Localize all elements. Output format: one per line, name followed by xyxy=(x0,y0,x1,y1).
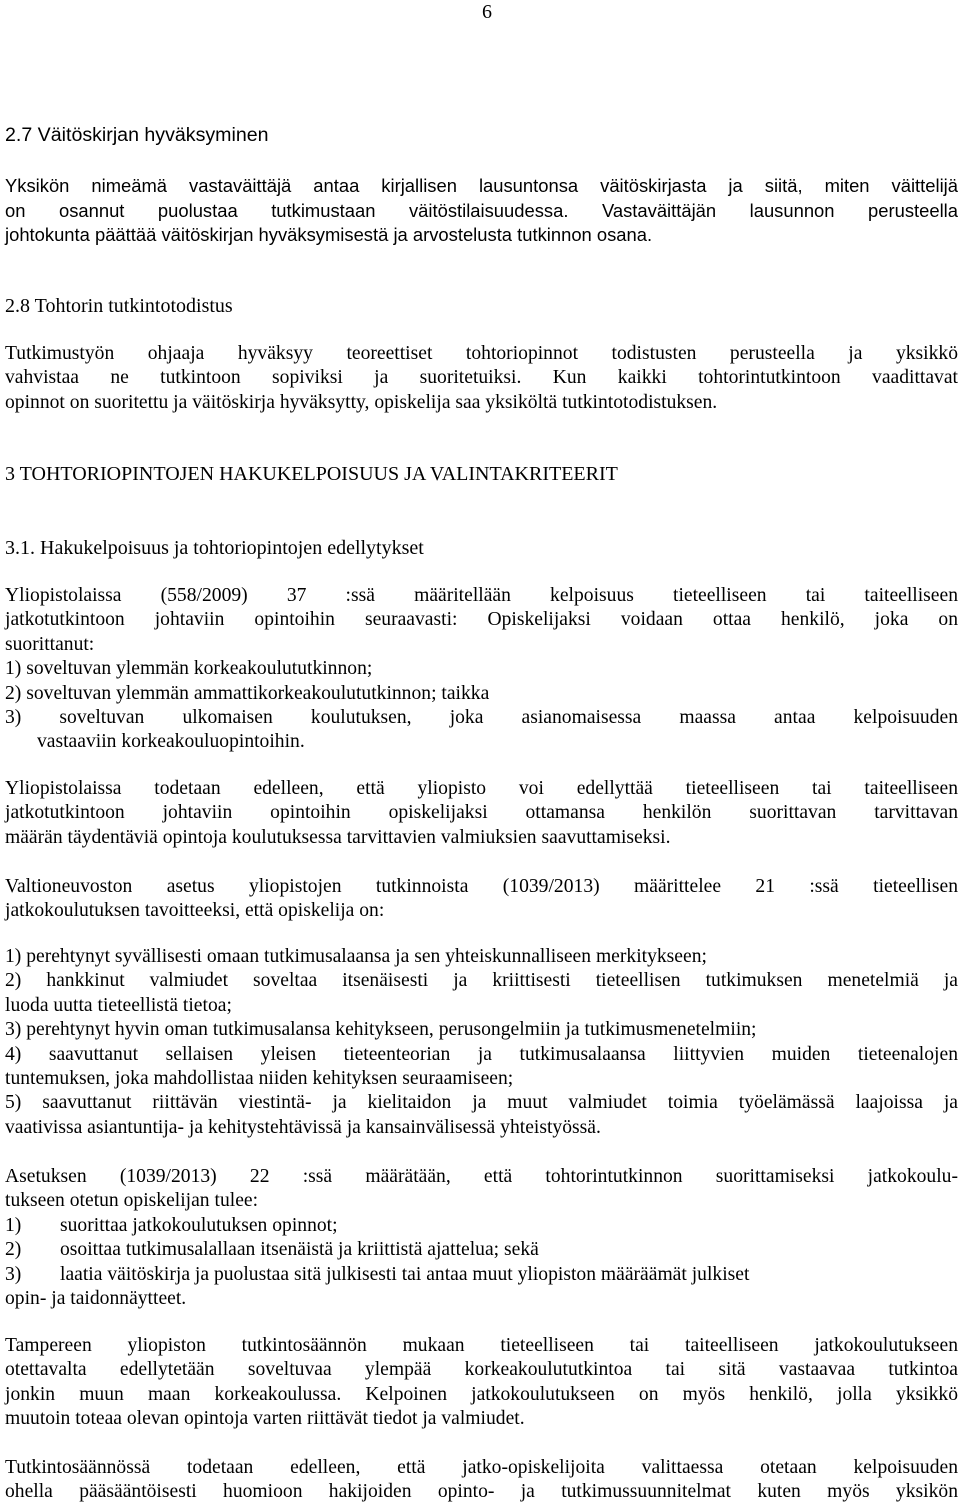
list-item: 1) soveltuvan ylemmän korkeakoulututkinnon; xyxy=(5,658,373,680)
text-line: Asetuksen (1039/2013) 22 :ssä määrätään, että tohtorintutkinnon suorittamiseksi jatkokoulu- xyxy=(5,1166,958,1187)
list-item-continuation: vastaaviin korkeakouluopintoihin. xyxy=(37,731,305,753)
text-line: Tampereen yliopiston tutkintosäännön mukaan tieteelliseen tai taiteelliseen jatkokoulutukseen xyxy=(5,1335,958,1356)
text-line: määrän täydentäviä opintoja koulutuksessa tarvittavien valmiuksien saavuttamiseksi. xyxy=(5,826,671,848)
list-number: 3) xyxy=(5,1263,22,1285)
text-line: jatkotutkintoon johtaviin opintoihin opiskelijaksi ottamansa henkilön suorittavan tarvittavan xyxy=(5,802,958,824)
list-item xyxy=(5,1263,958,1287)
text-line: Yksikön nimeämä vastaväittäjä antaa kirjallisen lausuntonsa väitöskirjasta ja siitä, miten väittelijä xyxy=(5,175,958,196)
section-3-1-paragraph-1 xyxy=(5,584,958,755)
section-2-7-paragraph xyxy=(5,174,958,248)
text-line: jatkotutkintoon johtaviin opintoihin seuraavasti: Opiskelijaksi voidaan ottaa henkilö, joka on xyxy=(5,609,958,631)
text-line: on osannut puolustaa tutkimustaan väitöstilaisuudessa. Vastaväittäjän lausunnon perusteella xyxy=(5,199,958,221)
text-line: suorittanut: xyxy=(5,633,95,655)
list-item: 1) perehtynyt syvällisesti omaan tutkimusalaansa ja sen yhteiskunnalliseen merkitykseen; xyxy=(5,946,707,967)
text-line: tuntemuksen, joka mahdollistaa niiden kehityksen seuraamiseen; xyxy=(5,1068,514,1090)
section-3-1-paragraph-3 xyxy=(5,875,958,924)
text-line: jonkin muun maan korkeakoulussa. Kelpoinen jatkokoulutukseen on myös henkilö, jolla yksikkö xyxy=(5,1383,958,1405)
chapter-3-heading: 3 TOHTORIOPINTOJEN HAKUKELPOISUUS JA VALINTAKRITEERIT xyxy=(5,463,618,485)
text-line: luoda uutta tieteellistä tietoa; xyxy=(5,994,232,1016)
text-line: tukseen otetun opiskelijan tulee: xyxy=(5,1190,259,1212)
list-item xyxy=(5,1238,958,1262)
text-line: otettavalta edellytetään soveltuvaa ylempää korkeakoulututkintoa tai sitä vastaavaa tutkintoa xyxy=(5,1359,958,1381)
section-2-7-heading: 2.7 Väitöskirjan hyväksyminen xyxy=(5,124,269,146)
section-3-1-paragraph-5 xyxy=(5,1165,958,1311)
list-text: laatia väitöskirja ja puolustaa sitä julkisesti tai antaa muut yliopiston määräämät julkiset xyxy=(60,1263,750,1285)
list-item: 2) hankkinut valmiudet soveltaa itsenäisesti ja kriittisesti tieteellisen tutkimuksen menetelmiä ja xyxy=(5,970,958,992)
list-item: 5) saavuttanut riittävän viestintä- ja kielitaidon ja muut valmiudet toimia työelämässä laajoissa ja xyxy=(5,1092,958,1114)
text-line: jatkokoulutuksen tavoitteeksi, että opiskelija on: xyxy=(5,900,385,922)
section-2-8-heading: 2.8 Tohtorin tutkintotodistus xyxy=(5,295,233,317)
list-text: osoittaa tutkimusalallaan itsenäistä ja kriittistä ajattelua; sekä xyxy=(60,1239,539,1261)
text-line: johtokunta päättää väitöskirjan hyväksymisestä ja arvostelusta tutkinnon osana. xyxy=(5,224,653,246)
text-line: vaativissa asiantuntija- ja kehitystehtävissä ja kansainvälisessä yhteistyössä. xyxy=(5,1116,601,1138)
text-line: Tutkimustyön ohjaaja hyväksyy teoreettiset tohtoriopinnot todistusten perusteella ja yksikkö xyxy=(5,343,958,364)
list-item: 4) saavuttanut sellaisen yleisen tieteenteorian ja tutkimusalaansa liittyvien muiden tieteenalojen xyxy=(5,1043,958,1065)
section-2-8-paragraph xyxy=(5,342,958,415)
text-line: Valtioneuvoston asetus yliopistojen tutkinnoista (1039/2013) määrittelee 21 :ssä tieteellisen xyxy=(5,876,958,897)
section-3-1-heading: 3.1. Hakukelpoisuus ja tohtoriopintojen edellytykset xyxy=(5,537,424,559)
text-line: Yliopistolaissa todetaan edelleen, että yliopisto voi edellyttää tieteelliseen tai taiteelliseen xyxy=(5,778,958,799)
list-item: 3) soveltuvan ulkomaisen koulutuksen, joka asianomaisessa maassa antaa kelpoisuuden xyxy=(5,707,958,729)
list-item xyxy=(5,1214,958,1238)
list-item: 2) soveltuvan ylemmän ammattikorkeakoulututkinnon; taikka xyxy=(5,682,490,704)
text-line: Tutkintosäännössä todetaan edelleen, että jatko-opiskelijoita valittaessa otetaan kelpoisuuden xyxy=(5,1457,958,1478)
section-3-1-paragraph-4 xyxy=(5,945,958,1140)
list-item: 3) perehtynyt hyvin oman tutkimusalansa kehitykseen, perusongelmiin ja tutkimusmenetelmiin; xyxy=(5,1019,757,1041)
text-line: ohella pääsääntöisesti huomioon hakijoiden opinto- ja tutkimussuunnitelmat kuten myös yksikön xyxy=(5,1481,958,1503)
text-line: opinnot on suoritettu ja väitöskirja hyväksytty, opiskelija saa yksiköltä tutkintotodistuksen. xyxy=(5,391,718,413)
text-line: Yliopistolaissa (558/2009) 37 :ssä määritellään kelpoisuus tieteelliseen tai taiteelliseen xyxy=(5,585,958,606)
page-number: 6 xyxy=(482,1,492,23)
text-line: vahvistaa ne tutkintoon sopiviksi ja suoritetuiksi. Kun kaikki tohtorintutkintoon vaadittavat xyxy=(5,367,958,389)
section-3-1-paragraph-6 xyxy=(5,1334,958,1432)
section-3-1-paragraph-2 xyxy=(5,777,958,850)
section-3-1-paragraph-7 xyxy=(5,1456,958,1505)
text-line: opin- ja taidonnäytteet. xyxy=(5,1288,187,1310)
list-text: suorittaa jatkokoulutuksen opinnot; xyxy=(60,1214,338,1236)
list-number: 1) xyxy=(5,1214,22,1236)
list-number: 2) xyxy=(5,1239,22,1261)
text-line: muutoin toteaa olevan opintoja varten riittävät tiedot ja valmiudet. xyxy=(5,1408,525,1430)
